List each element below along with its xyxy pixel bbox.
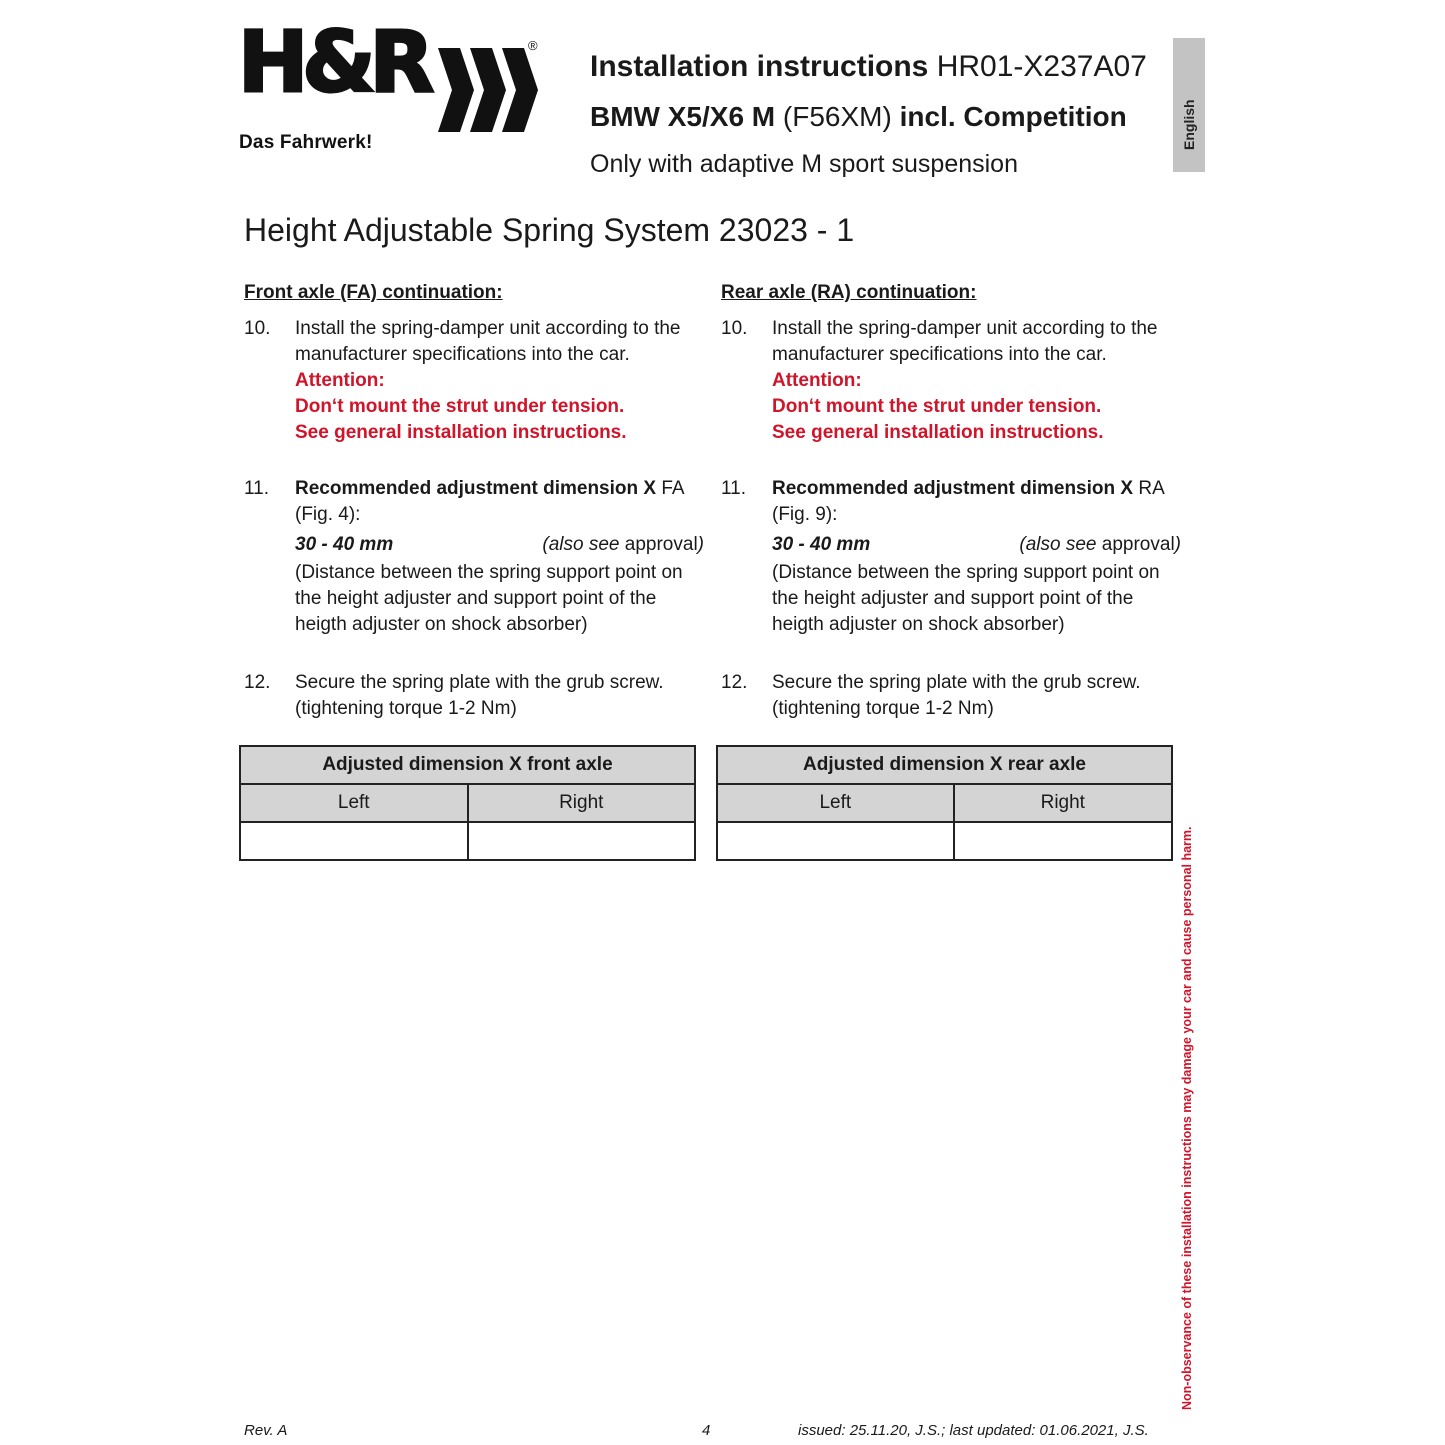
rear-right-value-cell[interactable] [954, 822, 1172, 860]
note-approval: approval [624, 534, 698, 555]
dimension-description: (Distance between the spring support point on the height adjuster and support point of the heigth adjuster on shock absorber) [772, 562, 1160, 635]
table-header-right: Right [954, 784, 1172, 822]
logo-tagline: Das Fahrwerk! [239, 132, 373, 153]
step-number: 11. [721, 478, 747, 499]
note-italic: (also see [1019, 534, 1097, 555]
dimension-line [295, 530, 704, 560]
front-axle-column [244, 280, 704, 722]
table-title: Adjusted dimension X rear axle [717, 746, 1172, 784]
language-tab [1173, 38, 1205, 172]
rear-left-value-cell[interactable] [717, 822, 954, 860]
registered-mark: ® [528, 38, 538, 53]
step-text: Install the spring-damper unit according to the manufacturer specifications into the car. [772, 318, 1158, 365]
step-number: 11. [244, 478, 270, 499]
logo-wordmark: H&R [238, 13, 429, 111]
header-doc-code: HR01-X237A07 [936, 50, 1147, 83]
footer-issued-date: issued: 25.11.20, J.S.; last updated: 01.06.2021, J.S. [798, 1422, 1149, 1439]
note-close: ) [697, 534, 704, 555]
warning-line-2: See general installation instructions. [295, 422, 627, 443]
step-heading-bold: Recommended adjustment dimension X [772, 478, 1134, 499]
front-axle-dimension-table [239, 745, 696, 861]
step-text: Install the spring-damper unit according to the manufacturer specifications into the car. [295, 318, 681, 365]
dimension-description: (Distance between the spring support point on the height adjuster and support point of the heigth adjuster on shock absorber) [295, 562, 683, 635]
front-step-10 [244, 316, 704, 446]
warning-line-1: Don‘t mount the strut under tension. [295, 396, 625, 417]
front-right-value-cell[interactable] [468, 822, 696, 860]
step-number: 12. [244, 672, 271, 693]
step-text: Secure the spring plate with the grub screw. (tightening torque 1-2 Nm) [295, 672, 664, 719]
header-variant: incl. Competition [899, 101, 1127, 132]
table-header-right: Right [468, 784, 696, 822]
rear-step-11 [721, 476, 1181, 638]
rear-axle-column [721, 280, 1181, 722]
rear-section-title: Rear axle (RA) continuation: [721, 282, 977, 303]
step-heading [295, 476, 704, 502]
step-heading [772, 476, 1181, 502]
footer-page-number: 4 [702, 1422, 711, 1439]
warning-line-2: See general installation instructions. [772, 422, 1104, 443]
attention-label: Attention: [772, 370, 862, 391]
step-number: 10. [721, 318, 748, 339]
step-number: 12. [721, 672, 748, 693]
step-heading-axle: RA [1138, 478, 1165, 499]
table-header-left: Left [717, 784, 954, 822]
header-chassis: (F56XM) [782, 101, 892, 132]
header-doc-type: Installation instructions [590, 50, 929, 83]
figure-reference: (Fig. 9): [772, 504, 838, 525]
rear-axle-dimension-table [716, 745, 1173, 861]
warning-line-1: Don‘t mount the strut under tension. [772, 396, 1102, 417]
note-approval: approval [1101, 534, 1175, 555]
rear-step-12 [721, 670, 1181, 722]
figure-reference: (Fig. 4): [295, 504, 361, 525]
dimension-value: 30 - 40 mm [295, 534, 394, 555]
step-text: Secure the spring plate with the grub screw. (tightening torque 1-2 Nm) [772, 672, 1141, 719]
rear-step-10 [721, 316, 1181, 446]
table-header-left: Left [240, 784, 468, 822]
dimension-note [1019, 530, 1181, 560]
dimension-line [772, 530, 1181, 560]
step-heading-bold: Recommended adjustment dimension X [295, 478, 657, 499]
logo-stripes-icon [434, 44, 538, 136]
dimension-value: 30 - 40 mm [772, 534, 871, 555]
language-label: English [1181, 99, 1197, 150]
side-warning-text: Non-observance of these installation instructions may damage your car and cause personal harm. [1180, 826, 1194, 1410]
dimension-note [542, 530, 704, 560]
header-line-1 [590, 50, 1147, 84]
front-step-11 [244, 476, 704, 638]
brand-logo [236, 13, 546, 160]
front-section-title: Front axle (FA) continuation: [244, 282, 503, 303]
note-close: ) [1174, 534, 1181, 555]
front-step-12 [244, 670, 704, 722]
header-vehicle: BMW X5/X6 M [590, 101, 776, 132]
table-title: Adjusted dimension X front axle [240, 746, 695, 784]
footer-revision: Rev. A [244, 1422, 288, 1439]
attention-label: Attention: [295, 370, 385, 391]
note-italic: (also see [542, 534, 620, 555]
front-left-value-cell[interactable] [240, 822, 468, 860]
header-line-3: Only with adaptive M sport suspension [590, 150, 1018, 178]
step-heading-axle: FA [661, 478, 685, 499]
step-number: 10. [244, 318, 271, 339]
page-title: Height Adjustable Spring System 23023 - 1 [244, 212, 855, 248]
header-line-2 [590, 101, 1127, 133]
